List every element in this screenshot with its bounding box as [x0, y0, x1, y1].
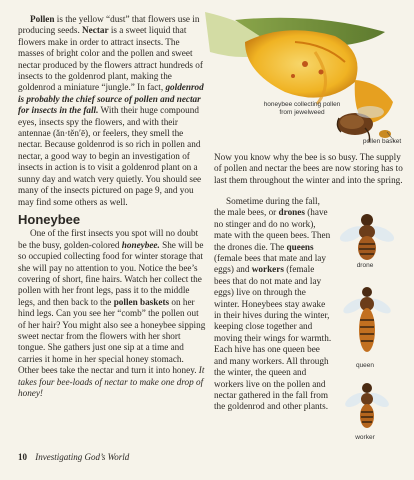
- text-run: workers: [251, 264, 284, 275]
- queen-label: queen: [355, 362, 375, 369]
- drone-label: drone: [356, 262, 374, 269]
- text-run: With their huge compound eyes, insects spy the flowers, and with their antennae (ăn·tĕn′ē), or feelers, they smell the nectar. Because goldenrod is so rich in pollen and nectar, a good way to begin an investigation of insects in action is to visit a goldenrod plant on a sunny day and watch very quietly. You should see many of the insects pictured on page 9, and you may find some others as well.: [18, 105, 202, 207]
- text-run: One of the first insects you spot will no doubt be the busy, golden-colored: [18, 228, 199, 250]
- drone-bee-illustration: [338, 206, 396, 266]
- text-run: (female bees that do not mate and lay eggs) live on through the winter. Honeybees stay awake in their hives during the winter, keeping close together and moving their wings for warmth. Each hive has one queen bee and many workers. All through the winter, the queen and workers live on the pollen and nectar gathered in the fall from the goldenrod and other plants.: [214, 264, 332, 412]
- text-run: Pollen: [30, 14, 55, 24]
- text-run: queens: [286, 241, 314, 252]
- right-column-narrow-text: [214, 196, 332, 413]
- text-run: Sometime during the fall, the male bees, or: [214, 196, 320, 218]
- intro-paragraph: [18, 14, 206, 208]
- text-run: She will be so occupied collecting food for winter storage that she will pay no attention to you. Notice the bee’s covering of short, fine hairs. Watch her collect the pollen with her front legs, pass it to the middle legs, and then back to the: [18, 239, 204, 307]
- photo-caption: honeybee collecting pollen from jewelweed: [263, 101, 341, 116]
- text-run: (have no stinger and do no work), mate with the queen bees. Then the drones die. The: [214, 207, 331, 252]
- page-footer: [18, 452, 129, 462]
- text-run: Nectar: [82, 25, 109, 36]
- worker-label: worker: [355, 434, 375, 441]
- text-run: on her hind legs. Can you see her “comb” the pollen out of her hair? You might also see a honeybee sipping sweet nectar from the flowers with her short tongue. She gathers just one sip at a time and carries it home in her special honey stomach. Other bees take the nectar and turn it into honey.: [18, 296, 206, 376]
- text-run: pollen baskets: [113, 296, 170, 307]
- worker-bee-illustration: [338, 378, 396, 432]
- text-run: (female bees that mate and lay eggs) and: [214, 253, 326, 275]
- text-run: is the yellow “dust” that flowers use in producing seeds.: [18, 14, 200, 36]
- text-run: goldenrod is probably the chief source of pollen and nectar for insects in the fall.: [18, 82, 204, 116]
- queen-bee-illustration: [338, 280, 396, 360]
- castes-paragraph: [214, 196, 332, 413]
- text-run: It takes four bee-loads of nectar to make one drop of honey!: [18, 365, 205, 398]
- page-number: 10: [18, 452, 27, 462]
- text-run: honeybee.: [121, 239, 160, 250]
- honeybee-paragraph: [18, 228, 206, 399]
- text-run: is a sweet liquid that flowers make in order to attract insects. The masses of bright color and the pollen and sweet nectar produced by the flowers attract hundreds of insects to the goldenrod plant, making the goldenrod a miniature “jungle.” In fact,: [18, 25, 203, 93]
- pollen-basket-caption: pollen basket: [362, 138, 402, 145]
- right-column-top-text: Now you know why the bee is so busy. The supply of pollen and nectar the bees are now storing has to last them throughout the winter and into the spring.: [214, 152, 403, 185]
- book-title: Investigating God’s World: [35, 452, 130, 462]
- left-column: [18, 14, 206, 399]
- section-heading: Honeybee: [18, 211, 81, 227]
- honeybee-on-jewelweed-photo: [205, 12, 405, 150]
- text-run: drones: [278, 207, 305, 218]
